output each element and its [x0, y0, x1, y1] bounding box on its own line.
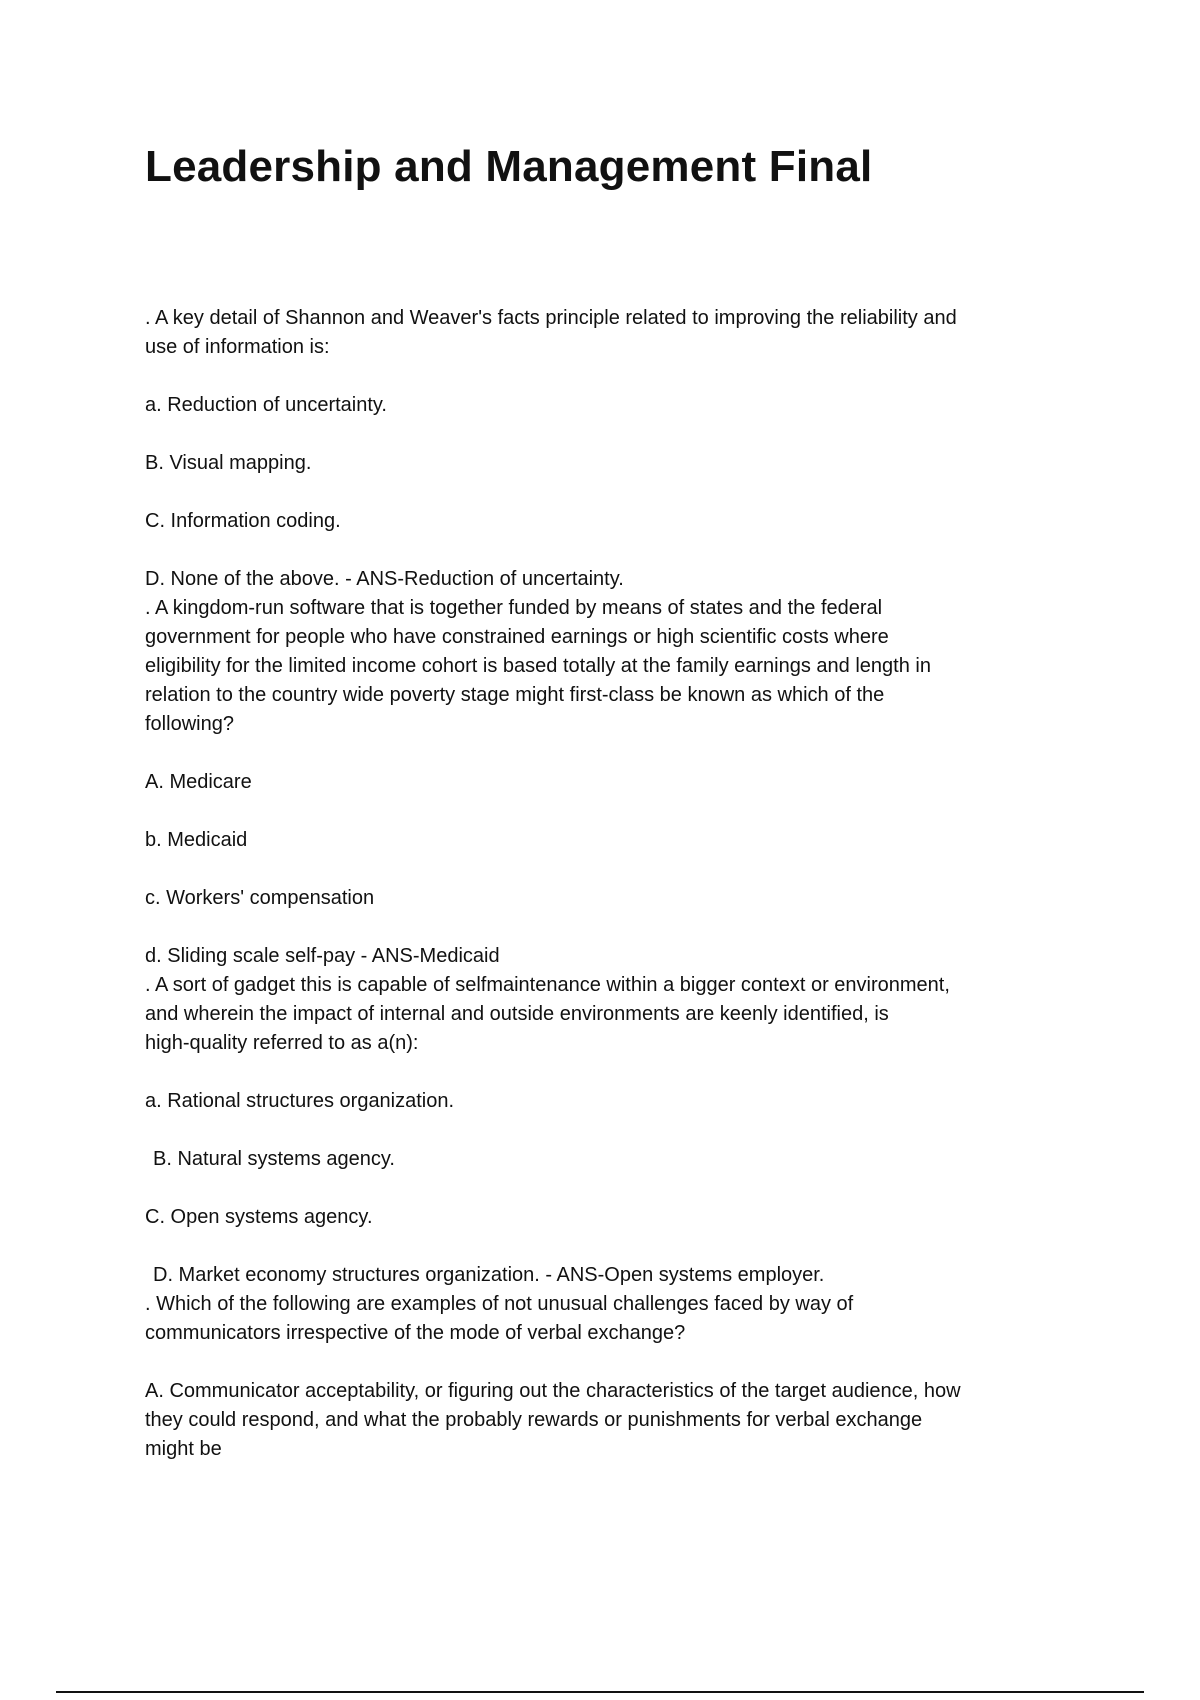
question-3-stem-line-3: high-quality referred to as a(n):	[145, 1032, 419, 1054]
question-2	[145, 594, 1060, 971]
question-1-option-c: C. Information coding.	[145, 510, 341, 532]
question-4-stem-line-2: communicators irrespective of the mode of verbal exchange?	[145, 1322, 686, 1344]
question-3-stem-line-2: and wherein the impact of internal and outside environments are keenly identified, is	[145, 1003, 889, 1025]
question-2-option-a: A. Medicare	[145, 771, 252, 793]
question-3-option-b: B. Natural systems agency.	[153, 1148, 395, 1170]
question-3-option-c: C. Open systems agency.	[145, 1206, 373, 1228]
question-3-option-a: a. Rational structures organization.	[145, 1090, 455, 1112]
question-4-option-a-line-1: A. Communicator acceptability, or figuring out the characteristics of the target audience, how	[145, 1380, 961, 1402]
footer-divider	[56, 1691, 1144, 1693]
question-2-option-d-answer: d. Sliding scale self-pay - ANS-Medicaid	[145, 945, 500, 967]
question-2-stem-line-5: following?	[145, 713, 234, 735]
question-4	[145, 1290, 1060, 1464]
question-2-option-c: c. Workers' compensation	[145, 887, 375, 909]
question-2-stem-line-4: relation to the country wide poverty stage might first-class be known as which of the	[145, 684, 885, 706]
question-3-option-d-answer: D. Market economy structures organization. - ANS-Open systems employer.	[153, 1264, 825, 1286]
document-body	[145, 304, 1060, 1464]
question-2-stem-line-3: eligibility for the limited income cohort is based totally at the family earnings and length in	[145, 655, 931, 677]
question-3	[145, 971, 1060, 1290]
question-2-stem-line-2: government for people who have constrained earnings or high scientific costs where	[145, 626, 889, 648]
question-2-option-b: b. Medicaid	[145, 829, 248, 851]
question-1-stem-line-1: . A key detail of Shannon and Weaver's facts principle related to improving the reliability and	[145, 307, 957, 329]
question-1-option-b: B. Visual mapping.	[145, 452, 312, 474]
question-4-option-a-line-2: they could respond, and what the probably rewards or punishments for verbal exchange	[145, 1409, 923, 1431]
question-1-option-d-answer: D. None of the above. - ANS-Reduction of uncertainty.	[145, 568, 624, 590]
question-1	[145, 304, 1060, 594]
question-3-stem-line-1: . A sort of gadget this is capable of selfmaintenance within a bigger context or environment,	[145, 974, 950, 996]
question-2-stem-line-1: . A kingdom-run software that is together funded by means of states and the federal	[145, 597, 883, 619]
question-1-stem-line-2: use of information is:	[145, 336, 330, 358]
document-title: Leadership and Management Final	[145, 142, 873, 191]
question-4-option-a-line-3: might be	[145, 1438, 222, 1460]
question-4-stem-line-1: . Which of the following are examples of not unusual challenges faced by way of	[145, 1293, 854, 1315]
question-1-option-a: a. Reduction of uncertainty.	[145, 394, 387, 416]
